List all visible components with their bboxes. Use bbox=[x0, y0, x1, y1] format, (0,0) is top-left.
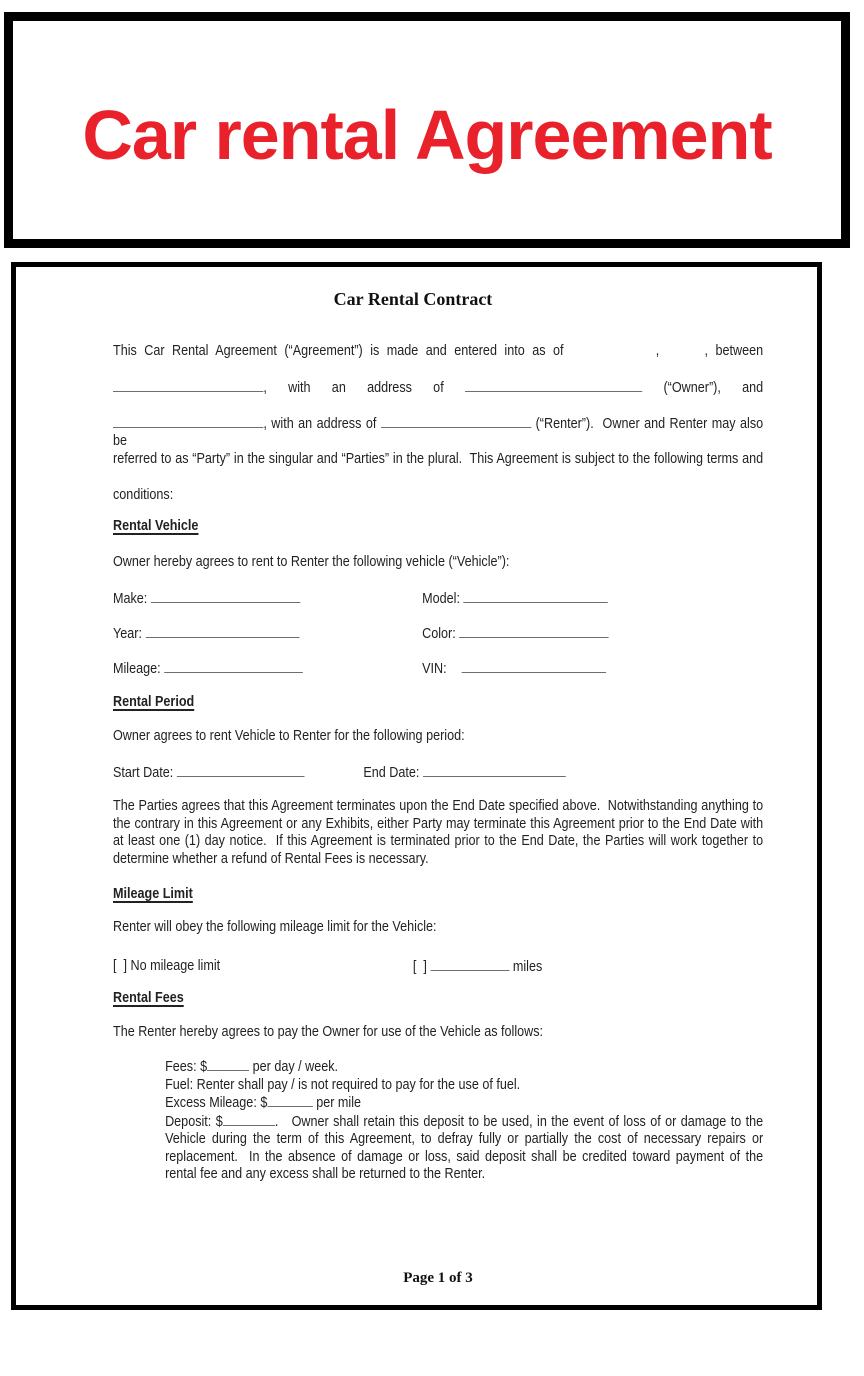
fees-detail-block bbox=[165, 1057, 763, 1183]
blank-space bbox=[667, 342, 705, 355]
option-miles-limit: [ ] miles bbox=[412, 958, 543, 975]
intro-line-4: referred to as “Party” in the singular and “Parties” in the plural. This Agreement is subject to the following terms and bbox=[113, 450, 764, 467]
comma: , bbox=[263, 379, 267, 396]
document-title: Car Rental Contract bbox=[333, 289, 493, 309]
intro-line-5: conditions: bbox=[113, 486, 174, 503]
intro-owner-term: (“Owner”), bbox=[663, 379, 721, 396]
rental-vehicle-lead: Owner hereby agrees to rent to Renter the following vehicle (“Vehicle”): bbox=[113, 553, 510, 570]
intro-line-3-text: , with an address of bbox=[263, 415, 377, 432]
checkbox-miles-limit: [ ] bbox=[412, 958, 427, 975]
checkbox-no-mileage-limit: [ ] bbox=[113, 957, 128, 974]
intro-line-3 bbox=[113, 414, 763, 449]
blank-line-fee-amount bbox=[207, 1057, 249, 1071]
blank-line-owner-address bbox=[465, 378, 642, 392]
blank-space bbox=[571, 342, 656, 355]
blank-line-vin bbox=[462, 659, 606, 673]
blank-line-color bbox=[459, 624, 609, 638]
option-no-mileage-limit: [ ] No mileage limit bbox=[113, 957, 221, 974]
section-heading-mileage-limit: Mileage Limit bbox=[113, 885, 193, 902]
blank-line-year bbox=[145, 624, 299, 638]
vehicle-row-year-color bbox=[113, 624, 763, 642]
blank-line-renter-address bbox=[381, 414, 531, 428]
blank-line-mileage bbox=[164, 659, 303, 673]
field-end-date: End Date: bbox=[363, 763, 565, 781]
banner-box bbox=[4, 12, 850, 248]
section-heading-rental-vehicle: Rental Vehicle bbox=[113, 517, 199, 534]
section-heading-rental-fees: Rental Fees bbox=[113, 989, 184, 1006]
blank-line-excess-amount bbox=[267, 1093, 312, 1107]
dates-row bbox=[113, 763, 763, 781]
field-year: Year: bbox=[113, 625, 299, 642]
intro-line-2-end: and bbox=[742, 379, 764, 396]
blank-line-miles bbox=[430, 957, 509, 971]
intro-renter-term: (“Renter”). Owner and Renter may also be bbox=[113, 415, 764, 449]
intro-line-2-text: with an address of bbox=[288, 379, 444, 396]
field-make: Make: bbox=[113, 590, 300, 607]
deposit-paragraph: Deposit: $ . Owner shall retain this deposit to be used, in the event of loss of or damage to the Vehicle during the term of this Agreement, to defray fully or partially the cost of necessary repairs or replacement. In the absence of damage or loss, said deposit shall be credited toward payment of the rental fee and any excess shall be returned to the Renter. bbox=[165, 1112, 764, 1182]
mileage-options-row bbox=[113, 957, 763, 974]
intro-line-1 bbox=[113, 342, 763, 359]
blank-line-end-date bbox=[423, 763, 566, 777]
fuel-line: Fuel: Renter shall pay / is not required to pay for the use of fuel. bbox=[165, 1075, 521, 1093]
intro-line-2 bbox=[113, 378, 763, 396]
excess-mileage-line: Excess Mileage: $ per mile bbox=[165, 1094, 362, 1111]
blank-line-make bbox=[151, 589, 301, 603]
blank-line-model bbox=[463, 589, 607, 603]
page-number: Page 1 of 3 bbox=[403, 1270, 473, 1286]
field-mileage: Mileage: bbox=[113, 660, 303, 677]
field-vin: VIN: bbox=[422, 659, 606, 677]
termination-paragraph: The Parties agrees that this Agreement terminates upon the End Date specified above. Notwithstanding anything to the contrary in this Agreement or any Exhibits, either Party may terminate this Agreement prior to the End Date with at least one (1) day notice. If this Agreement is terminated prior to the End Date, the Parties will work together to determine whether a refund of Rental Fees is necessary. bbox=[113, 797, 764, 867]
banner-title: Car rental Agreement bbox=[82, 96, 772, 174]
blank-line-deposit-amount bbox=[223, 1112, 275, 1126]
intro-line-1-text: This Car Rental Agreement (“Agreement”) is made and entered into as of bbox=[113, 342, 564, 359]
comma: , bbox=[655, 342, 660, 359]
blank-line-owner-name bbox=[113, 378, 263, 392]
rental-period-lead: Owner agrees to rent Vehicle to Renter for the following period: bbox=[113, 727, 465, 744]
field-model: Model: bbox=[422, 589, 608, 607]
document-body bbox=[113, 267, 763, 1305]
field-color: Color: bbox=[422, 624, 609, 642]
vehicle-row-make-model bbox=[113, 589, 763, 607]
comma: , bbox=[704, 342, 709, 359]
section-heading-rental-period: Rental Period bbox=[113, 693, 195, 710]
mileage-limit-lead: Renter will obey the following mileage limit for the Vehicle: bbox=[113, 918, 437, 935]
field-start-date: Start Date: bbox=[113, 764, 304, 781]
contract-page bbox=[11, 262, 822, 1310]
intro-line-1-end: between bbox=[715, 342, 764, 359]
blank-line-renter-name bbox=[113, 414, 263, 428]
vehicle-row-mileage-vin bbox=[113, 659, 763, 677]
fees-line: Fees: $ per day / week. bbox=[165, 1058, 339, 1075]
rental-fees-lead: The Renter hereby agrees to pay the Owner for use of the Vehicle as follows: bbox=[113, 1023, 544, 1040]
blank-line-start-date bbox=[177, 763, 305, 777]
